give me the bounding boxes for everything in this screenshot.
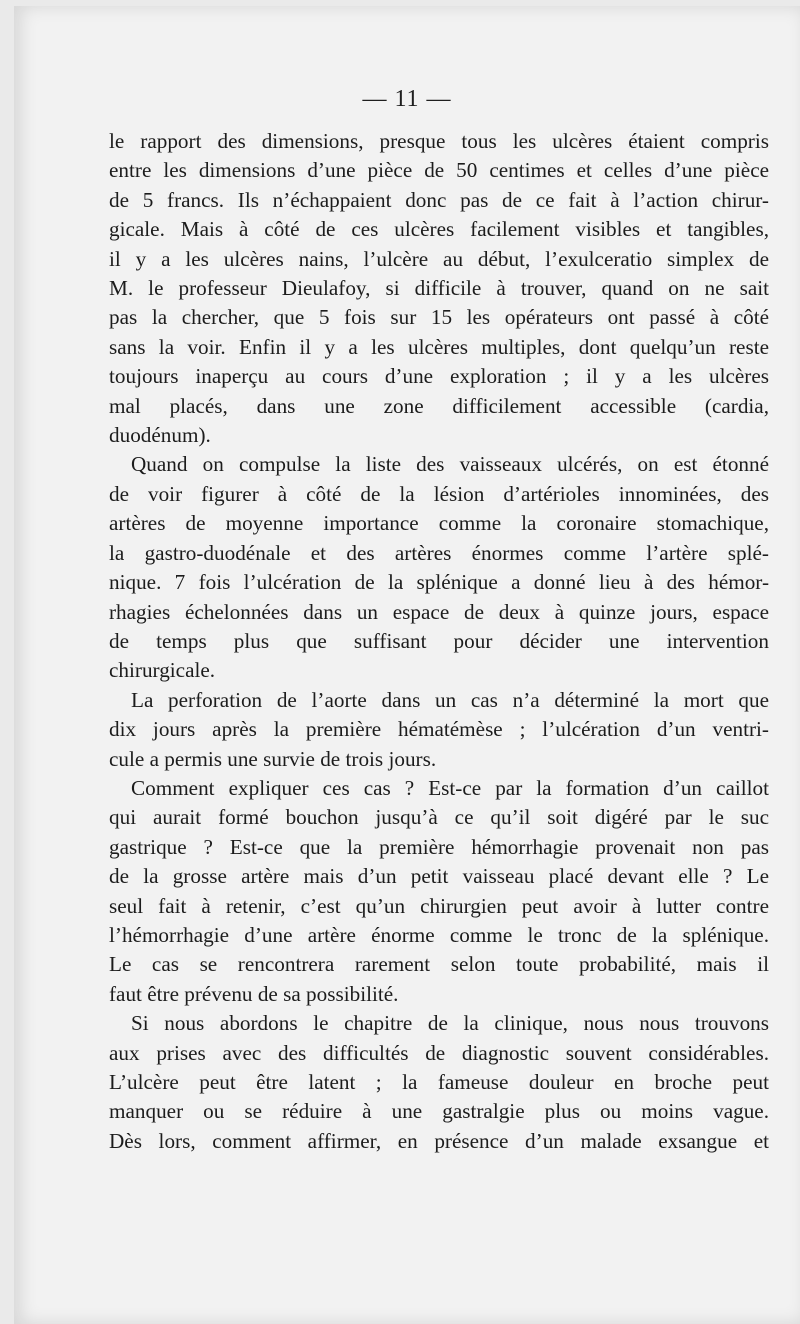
text-line: l’hémorrhagie d’une artère énorme comme le tronc de la splénique. — [109, 922, 769, 947]
body-text — [109, 127, 769, 1156]
text-line: faut être prévenu de sa possibilité. — [109, 981, 399, 1006]
text-line: Dès lors, comment affirmer, en présence d’un malade exsangue et — [109, 1128, 769, 1153]
text-line: le rapport des dimensions, presque tous les ulcères étaient compris — [109, 129, 769, 153]
text-line: L’ulcère peut être latent ; la fameuse douleur en broche peut — [109, 1070, 769, 1094]
paragraph — [109, 127, 769, 450]
text-line: mal placés, dans une zone difficilement accessible (cardia, — [109, 393, 769, 418]
text-line: de voir figurer à côté de la lésion d’artérioles innominées, des — [109, 481, 769, 506]
text-line: rhagies échelonnées dans un espace de deux à quinze jours, espace — [109, 599, 769, 624]
text-line: toujours inaperçu au cours d’une exploration ; il y a les ulcères — [109, 364, 769, 389]
text-line: Si nous abordons le chapitre de la clinique, nous nous trouvons — [131, 1011, 769, 1036]
text-line: cule a permis une survie de trois jours. — [109, 746, 437, 771]
text-line: dix jours après la première hématémèse ; l’ulcération d’un ventri- — [109, 717, 769, 742]
text-line: aux prises avec des difficultés de diagnostic souvent considérables. — [109, 1040, 769, 1065]
text-line: duodénum). — [109, 423, 211, 448]
text-line: gastrique ? Est-ce que la première hémorrhagie provenait non pas — [109, 834, 769, 859]
text-line: Le cas se rencontrera rarement selon toute probabilité, mais il — [109, 952, 769, 977]
text-line: entre les dimensions d’une pièce de 50 centimes et celles d’une pièce — [109, 158, 769, 183]
text-line: Comment expliquer ces cas ? Est-ce par la formation d’un caillot — [131, 775, 769, 800]
text-line: de la grosse artère mais d’un petit vaisseau placé devant elle ? Le — [109, 864, 769, 889]
paragraph — [109, 1009, 769, 1156]
text-line: artères de moyenne importance comme la coronaire stomachique, — [109, 511, 769, 536]
text-line: qui aurait formé bouchon jusqu’à ce qu’il soit digéré par le suc — [109, 805, 769, 830]
book-page — [14, 6, 800, 1324]
text-line: Quand on compulse la liste des vaisseaux ulcérés, on est étonné — [131, 452, 769, 477]
text-line: de 5 francs. Ils n’échappaient donc pas de ce fait à l’action chirur- — [109, 187, 769, 212]
text-line: chirurgicale. — [109, 658, 216, 683]
text-line: nique. 7 fois l’ulcération de la splénique a donné lieu à des hémor- — [109, 570, 769, 595]
text-line: gicale. Mais à côté de ces ulcères facilement visibles et tangibles, — [109, 217, 769, 242]
page-number: — 11 — — [362, 86, 452, 112]
text-line: La perforation de l’aorte dans un cas n’a déterminé la mort que — [131, 687, 769, 712]
text-line: sans la voir. Enfin il y a les ulcères multiples, dont quelqu’un reste — [109, 334, 769, 359]
paragraph — [109, 774, 769, 1009]
paragraph — [109, 450, 769, 685]
text-line: manquer ou se réduire à une gastralgie plus ou moins vague. — [109, 1099, 769, 1124]
text-line: de temps plus que suffisant pour décider une intervention — [109, 628, 769, 653]
text-line: il y a les ulcères nains, l’ulcère au début, l’exulceratio simplex de — [109, 246, 769, 271]
paragraph — [109, 686, 769, 774]
text-line: pas la chercher, que 5 fois sur 15 les opérateurs ont passé à côté — [109, 305, 769, 330]
text-line: M. le professeur Dieulafoy, si difficile à trouver, quand on ne sait — [109, 276, 769, 301]
text-line: la gastro-duodénale et des artères énormes comme l’artère splé- — [109, 540, 769, 565]
text-line: seul fait à retenir, c’est qu’un chirurgien peut avoir à lutter contre — [109, 893, 769, 918]
